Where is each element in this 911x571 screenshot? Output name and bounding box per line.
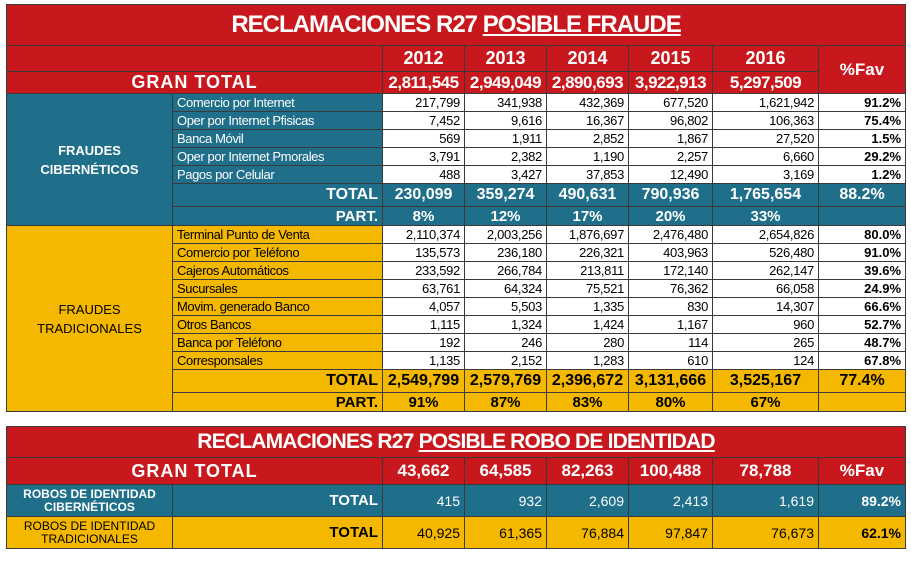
fav-value: 80.0% [819, 226, 906, 244]
robo-value: 2,609 [547, 485, 629, 517]
gran-total-value: 2,949,049 [465, 72, 547, 94]
robo-ciber-label: ROBOS DE IDENTIDAD CIBERNÉTICOS [7, 485, 173, 517]
cell-value: 5,503 [465, 298, 547, 316]
cell-value: 265 [713, 334, 819, 352]
cell-value: 960 [713, 316, 819, 334]
year-2014: 2014 [547, 46, 629, 72]
cell-value: 2,110,374 [383, 226, 465, 244]
robo-value: 40,925 [383, 517, 465, 549]
part-value: 33% [713, 207, 819, 226]
row-label: Movim. generado Banco [173, 298, 383, 316]
group-label-trad: FRAUDES TRADICIONALES [7, 226, 173, 412]
cell-value: 262,147 [713, 262, 819, 280]
cell-value: 233,592 [383, 262, 465, 280]
robo-gran-total-row [7, 458, 906, 485]
part-value: 67% [713, 393, 819, 412]
cell-value: 1,911 [465, 130, 547, 148]
table-row [7, 94, 906, 112]
total-value: 359,274 [465, 184, 547, 207]
year-2015: 2015 [629, 46, 713, 72]
cell-value: 114 [629, 334, 713, 352]
cell-value: 217,799 [383, 94, 465, 112]
fav-value: 52.7% [819, 316, 906, 334]
cell-value: 2,654,826 [713, 226, 819, 244]
cell-value: 106,363 [713, 112, 819, 130]
cell-value: 4,057 [383, 298, 465, 316]
cell-value: 124 [713, 352, 819, 370]
gran-total-value: 3,922,913 [629, 72, 713, 94]
cell-value: 1,876,697 [547, 226, 629, 244]
row-label: Banca Móvil [173, 130, 383, 148]
fav-value: 48.7% [819, 334, 906, 352]
row-label: Terminal Punto de Venta [173, 226, 383, 244]
header-blank [7, 46, 383, 72]
gran-total-value: 2,890,693 [547, 72, 629, 94]
cell-value: 1,135 [383, 352, 465, 370]
robo-gran-total-value: 100,488 [629, 458, 713, 485]
row-label: Banca por Teléfono [173, 334, 383, 352]
row-label: Comercio por Internet [173, 94, 383, 112]
part-value: 83% [547, 393, 629, 412]
cell-value: 1,167 [629, 316, 713, 334]
fav-value: 67.8% [819, 352, 906, 370]
cell-value: 75,521 [547, 280, 629, 298]
part-label: PART. [173, 393, 383, 412]
cell-value: 610 [629, 352, 713, 370]
robo-value: 61,365 [465, 517, 547, 549]
fav-value: 1.5% [819, 130, 906, 148]
fav-value: 24.9% [819, 280, 906, 298]
cell-value: 236,180 [465, 244, 547, 262]
robo-value: 932 [465, 485, 547, 517]
row-label: Comercio por Teléfono [173, 244, 383, 262]
part-label: PART. [173, 207, 383, 226]
robo-total-label: TOTAL [173, 517, 383, 549]
cell-value: 213,811 [547, 262, 629, 280]
robo-trad-label: ROBOS DE IDENTIDAD TRADICIONALES [7, 517, 173, 549]
cell-value: 37,853 [547, 166, 629, 184]
cell-value: 1,115 [383, 316, 465, 334]
cell-value: 677,520 [629, 94, 713, 112]
part-fav-blank [819, 393, 906, 412]
cell-value: 96,802 [629, 112, 713, 130]
cell-value: 192 [383, 334, 465, 352]
group-label-ciber: FRAUDES CIBERNÉTICOS [7, 94, 173, 226]
cell-value: 1,621,942 [713, 94, 819, 112]
fav-value: 66.6% [819, 298, 906, 316]
robo-value: 415 [383, 485, 465, 517]
robo-value: 2,413 [629, 485, 713, 517]
robo-value: 1,619 [713, 485, 819, 517]
robo-gran-total-value: 78,788 [713, 458, 819, 485]
robo-gran-total-label: GRAN TOTAL [7, 458, 383, 485]
cell-value: 66,058 [713, 280, 819, 298]
fav-header: %Fav [819, 46, 906, 94]
cell-value: 3,791 [383, 148, 465, 166]
section-spacer [7, 412, 906, 427]
total-value: 2,396,672 [547, 370, 629, 393]
robo-value: 97,847 [629, 517, 713, 549]
cell-value: 172,140 [629, 262, 713, 280]
total-value: 1,765,654 [713, 184, 819, 207]
cell-value: 2,852 [547, 130, 629, 148]
robo-value: 76,673 [713, 517, 819, 549]
row-label: Cajeros Automáticos [173, 262, 383, 280]
row-label: Otros Bancos [173, 316, 383, 334]
gran-total-value: 5,297,509 [713, 72, 819, 94]
row-label: Pagos por Celular [173, 166, 383, 184]
fav-value: 1.2% [819, 166, 906, 184]
cell-value: 1,867 [629, 130, 713, 148]
fav-value: 39.6% [819, 262, 906, 280]
cell-value: 64,324 [465, 280, 547, 298]
part-value: 80% [629, 393, 713, 412]
total-value: 3,525,167 [713, 370, 819, 393]
cell-value: 488 [383, 166, 465, 184]
fav-value: 91.0% [819, 244, 906, 262]
cell-value: 6,660 [713, 148, 819, 166]
cell-value: 2,476,480 [629, 226, 713, 244]
robo-fav-header: %Fav [819, 458, 906, 485]
cell-value: 1,335 [547, 298, 629, 316]
cell-value: 830 [629, 298, 713, 316]
fav-value: 29.2% [819, 148, 906, 166]
robo-ciber-row [7, 485, 906, 517]
report-container [6, 4, 905, 549]
row-label: Corresponsales [173, 352, 383, 370]
total-value: 2,549,799 [383, 370, 465, 393]
cell-value: 7,452 [383, 112, 465, 130]
part-value: 91% [383, 393, 465, 412]
cell-value: 3,169 [713, 166, 819, 184]
cell-value: 246 [465, 334, 547, 352]
cell-value: 280 [547, 334, 629, 352]
fav-value: 75.4% [819, 112, 906, 130]
total-value: 790,936 [629, 184, 713, 207]
cell-value: 14,307 [713, 298, 819, 316]
robo-total-label: TOTAL [173, 485, 383, 517]
total-value: 3,131,666 [629, 370, 713, 393]
cell-value: 9,616 [465, 112, 547, 130]
cell-value: 2,382 [465, 148, 547, 166]
row-label: Oper por Internet Pmorales [173, 148, 383, 166]
fraude-title: RECLAMACIONES R27 POSIBLE FRAUDE [7, 5, 906, 46]
cell-value: 1,283 [547, 352, 629, 370]
gran-total-label: GRAN TOTAL [7, 72, 383, 94]
part-value: 17% [547, 207, 629, 226]
part-value: 87% [465, 393, 547, 412]
cell-value: 76,362 [629, 280, 713, 298]
table-row [7, 226, 906, 244]
cell-value: 432,369 [547, 94, 629, 112]
cell-value: 27,520 [713, 130, 819, 148]
cell-value: 341,938 [465, 94, 547, 112]
robo-gran-total-value: 82,263 [547, 458, 629, 485]
total-fav: 77.4% [819, 370, 906, 393]
total-fav: 88.2% [819, 184, 906, 207]
cell-value: 403,963 [629, 244, 713, 262]
cell-value: 266,784 [465, 262, 547, 280]
cell-value: 2,257 [629, 148, 713, 166]
total-label: TOTAL [173, 370, 383, 393]
cell-value: 2,003,256 [465, 226, 547, 244]
cell-value: 526,480 [713, 244, 819, 262]
fraude-table [6, 4, 906, 549]
robo-fav: 89.2% [819, 485, 906, 517]
total-value: 230,099 [383, 184, 465, 207]
part-value: 8% [383, 207, 465, 226]
cell-value: 1,424 [547, 316, 629, 334]
cell-value: 1,190 [547, 148, 629, 166]
robo-gran-total-value: 64,585 [465, 458, 547, 485]
part-value: 12% [465, 207, 547, 226]
part-value: 20% [629, 207, 713, 226]
cell-value: 16,367 [547, 112, 629, 130]
cell-value: 226,321 [547, 244, 629, 262]
year-2013: 2013 [465, 46, 547, 72]
robo-fav: 62.1% [819, 517, 906, 549]
gran-total-value: 2,811,545 [383, 72, 465, 94]
cell-value: 569 [383, 130, 465, 148]
year-2016: 2016 [713, 46, 819, 72]
year-2012: 2012 [383, 46, 465, 72]
row-label: Sucursales [173, 280, 383, 298]
total-label: TOTAL [173, 184, 383, 207]
total-value: 2,579,769 [465, 370, 547, 393]
cell-value: 3,427 [465, 166, 547, 184]
cell-value: 63,761 [383, 280, 465, 298]
cell-value: 12,490 [629, 166, 713, 184]
cell-value: 1,324 [465, 316, 547, 334]
row-label: Oper por Internet Pfisicas [173, 112, 383, 130]
part-fav-blank [819, 207, 906, 226]
cell-value: 135,573 [383, 244, 465, 262]
total-value: 490,631 [547, 184, 629, 207]
cell-value: 2,152 [465, 352, 547, 370]
robo-trad-row [7, 517, 906, 549]
robo-title: RECLAMACIONES R27 POSIBLE ROBO DE IDENTIDAD [7, 427, 906, 458]
fav-value: 91.2% [819, 94, 906, 112]
robo-value: 76,884 [547, 517, 629, 549]
robo-gran-total-value: 43,662 [383, 458, 465, 485]
